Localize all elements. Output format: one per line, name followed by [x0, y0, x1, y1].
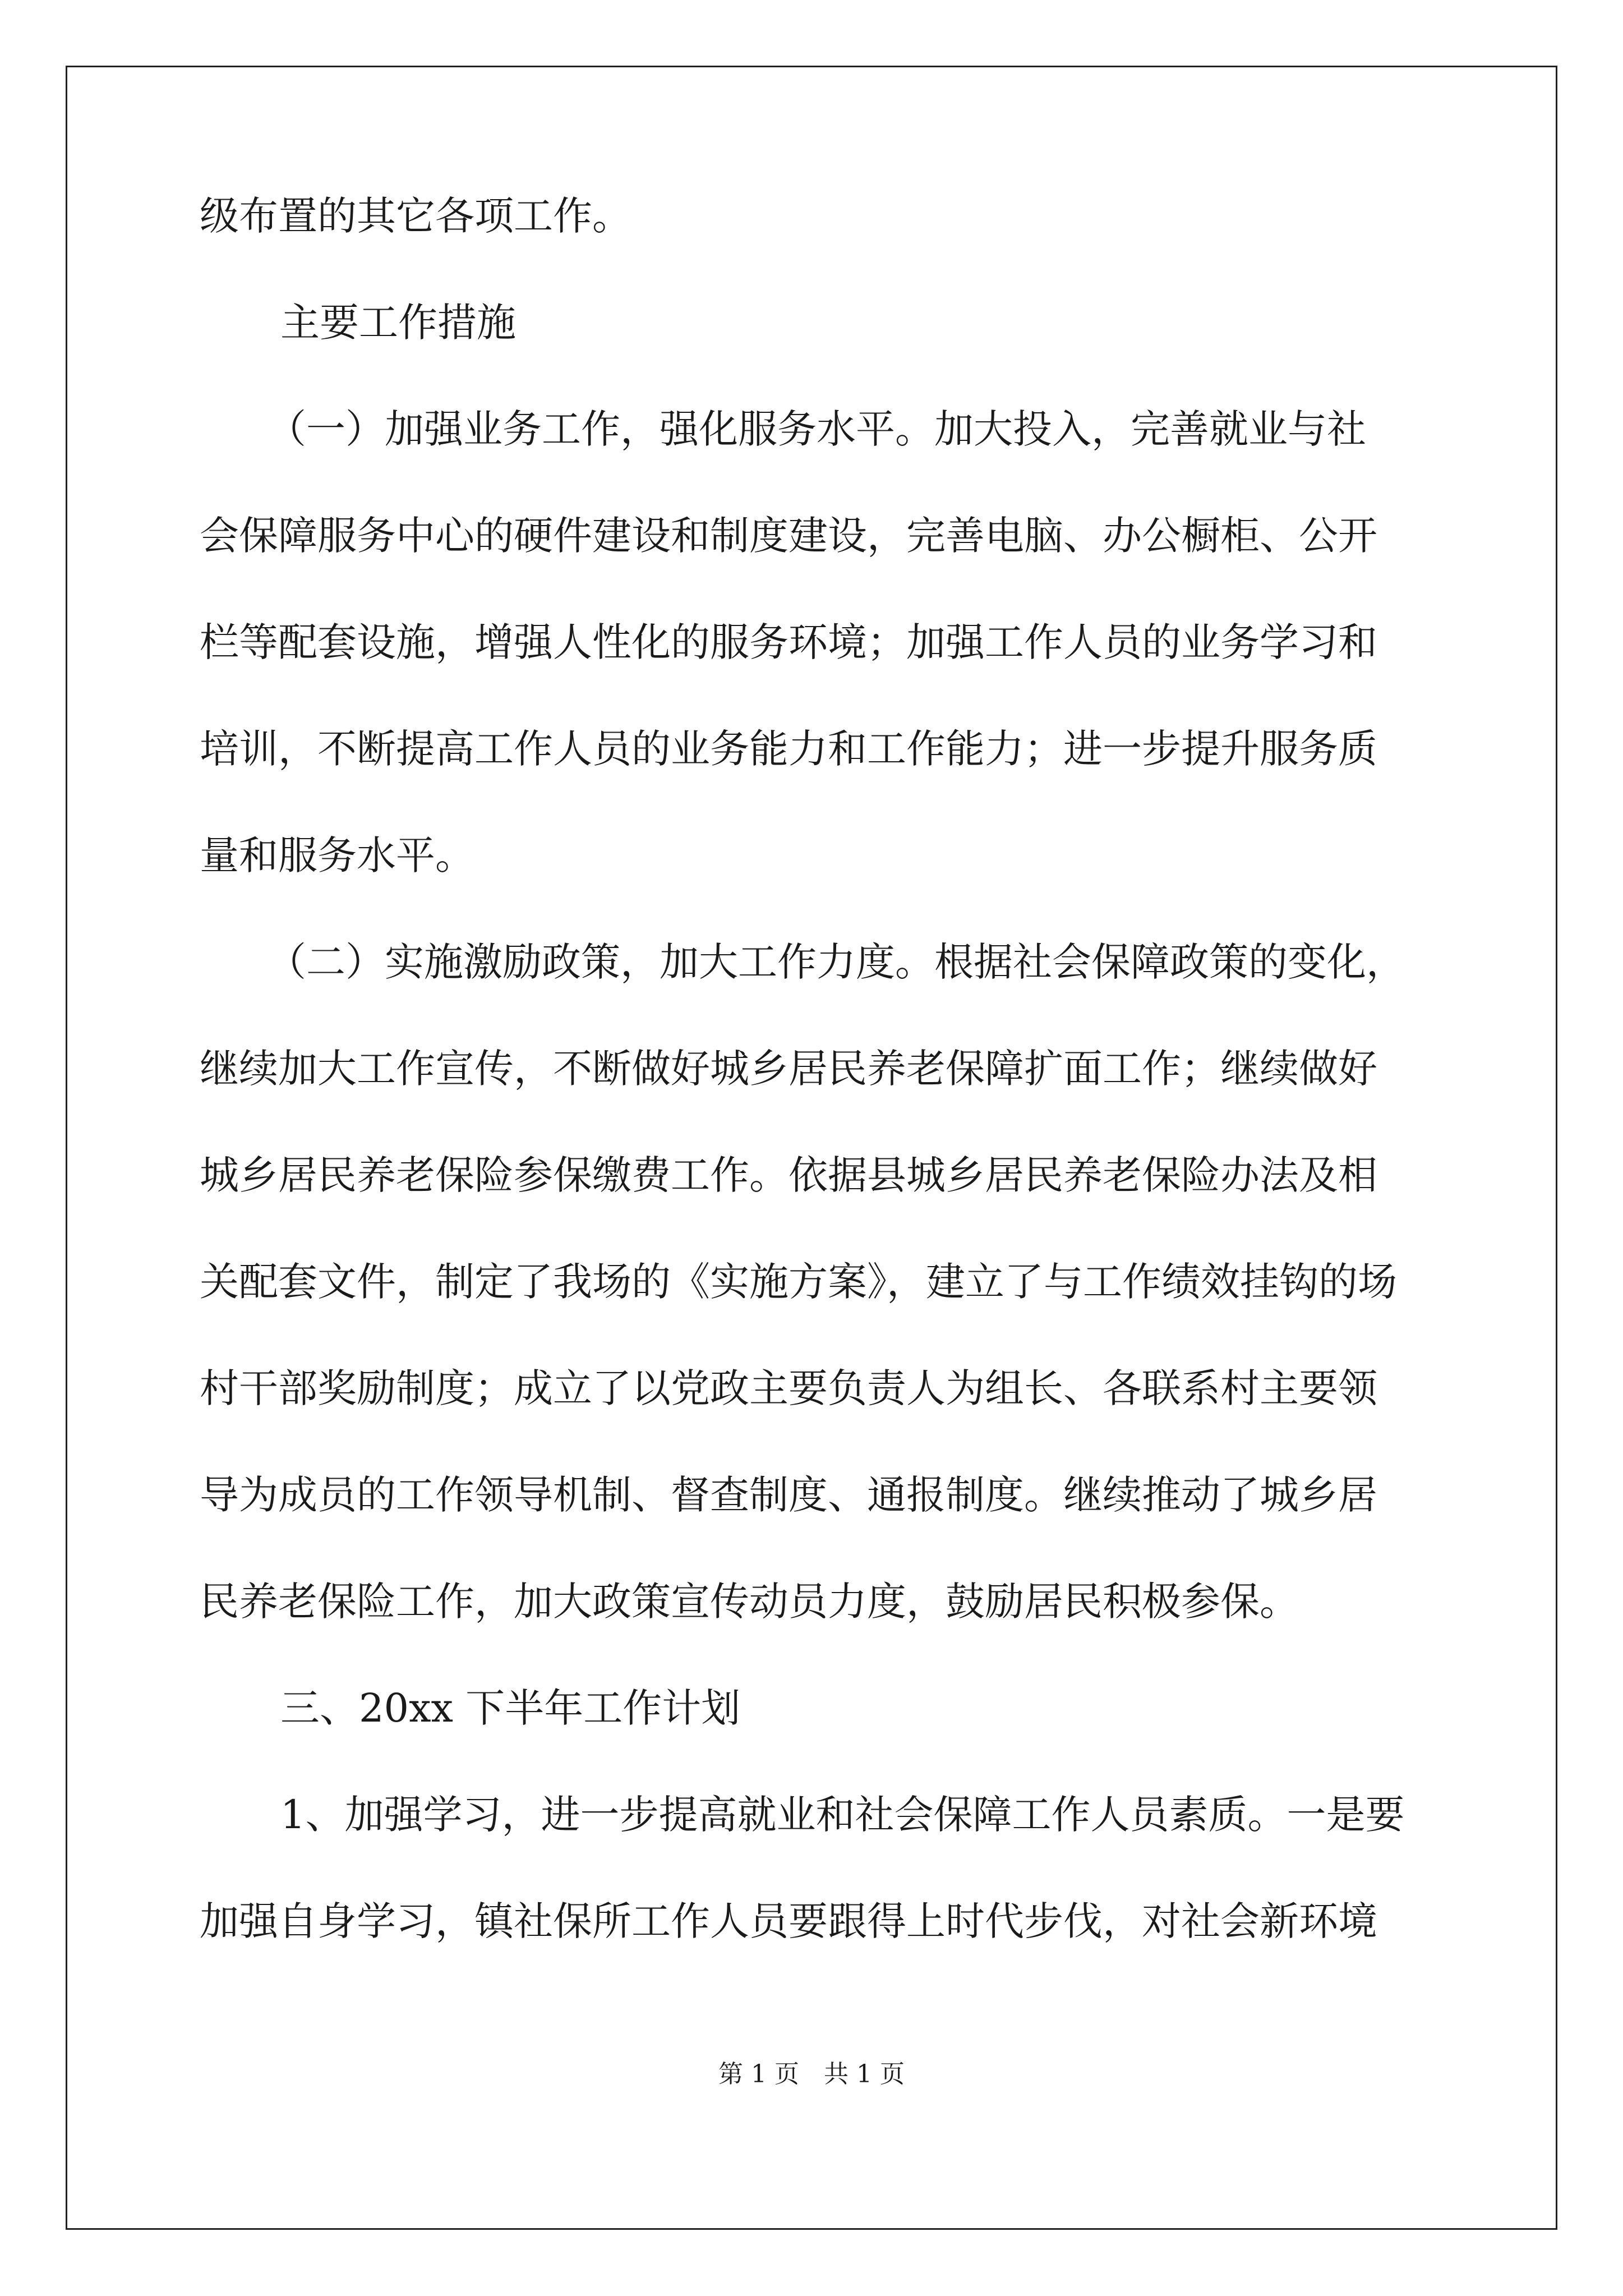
text-line: 导为成员的工作领导机制、督查制度、通报制度。继续推动了城乡居 [200, 1472, 1377, 1518]
text-line: 量和服务水平。 [200, 832, 474, 878]
text-line: 加强自身学习，镇社保所工作人员要跟得上时代步伐，对社会新环境 [200, 1898, 1377, 1944]
text-line: 民养老保险工作，加大政策宣传动员力度，鼓励居民积极参保。 [200, 1579, 1299, 1625]
text-line: 级布置的其它各项工作。 [200, 193, 631, 239]
text-line: 1、加强学习，进一步提高就业和社会保障工作人员素质。一是要 [280, 1792, 1405, 1838]
text-line: （二）实施激励政策，加大工作力度。根据社会保障政策的变化， [267, 939, 1405, 985]
text-line: 继续加大工作宣传，不断做好城乡居民养老保障扩面工作；继续做好 [200, 1046, 1377, 1092]
text-line: 培训，不断提高工作人员的业务能力和工作能力；进一步提升服务质 [200, 726, 1377, 772]
text-line: 村干部奖励制度；成立了以党政主要负责人为组长、各联系村主要领 [200, 1365, 1377, 1411]
text-line: 关配套文件，制定了我场的《实施方案》，建立了与工作绩效挂钩的场 [200, 1259, 1397, 1305]
text-line: 栏等配套设施，增强人性化的服务环境；加强工作人员的业务学习和 [200, 619, 1377, 665]
page-footer: 第 1 页 共 1 页 [718, 2060, 905, 2088]
text-line: 城乡居民养老保险参保缴费工作。依据县城乡居民养老保险办法及相 [200, 1152, 1377, 1198]
section-heading: 主要工作措施 [280, 300, 516, 346]
section-heading: 三、20xx 下半年工作计划 [280, 1685, 741, 1731]
text-line: 会保障服务中心的硬件建设和制度建设，完善电脑、办公橱柜、公开 [200, 513, 1377, 559]
text-line: （一）加强业务工作，强化服务水平。加大投入，完善就业与社 [267, 406, 1366, 452]
